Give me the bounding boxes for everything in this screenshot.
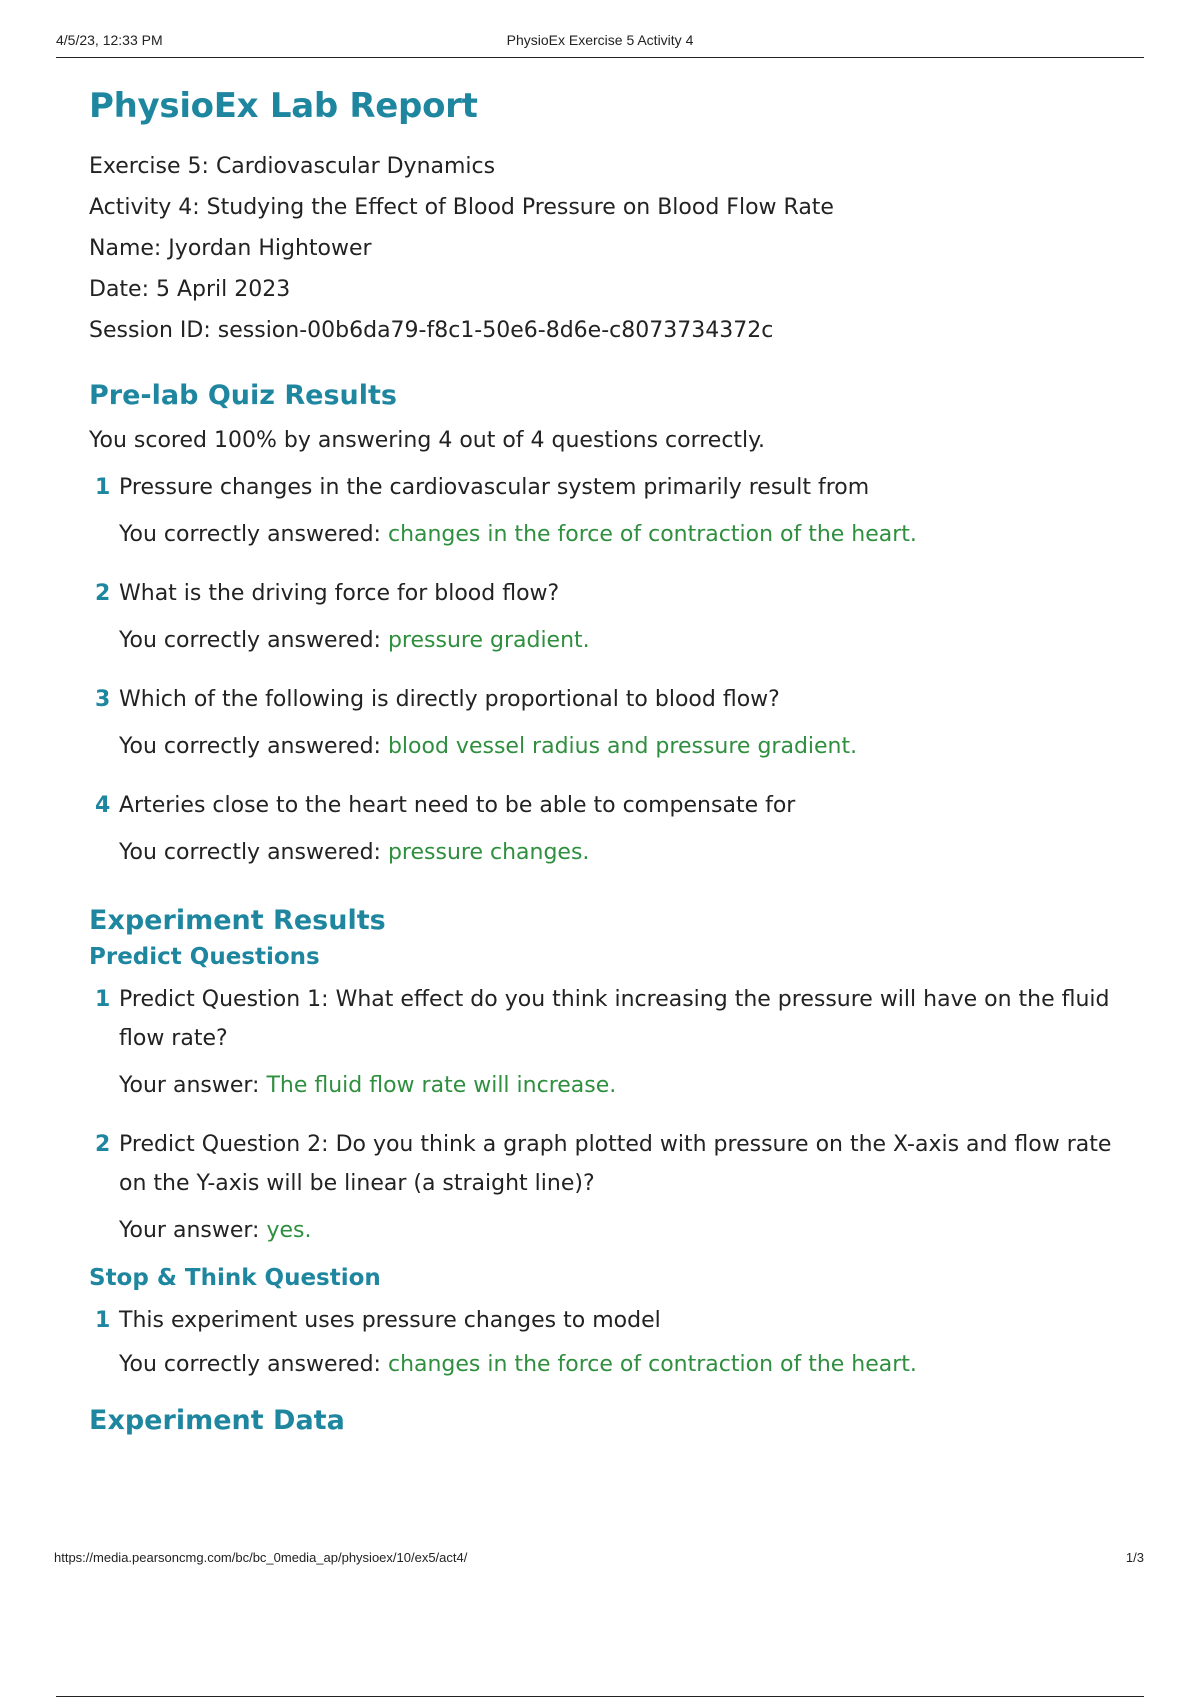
- prelab-heading: Pre-lab Quiz Results: [89, 380, 397, 411]
- question-text: Which of the following is directly proportional to blood flow?: [119, 687, 780, 712]
- print-header: [56, 28, 1144, 58]
- answer-value: changes in the force of contraction of the heart.: [387, 1352, 917, 1377]
- answer-prefix: Your answer:: [119, 1073, 260, 1098]
- question-number: 1: [95, 475, 111, 500]
- predict-question: [89, 980, 1139, 1098]
- answer-prefix: You correctly answered:: [119, 628, 381, 653]
- date-line: Date: 5 April 2023: [89, 277, 291, 302]
- predict-heading: Predict Questions: [89, 944, 320, 970]
- question-number: 2: [95, 1132, 111, 1157]
- predict-question: [89, 1125, 1139, 1243]
- report-title: PhysioEx Lab Report: [89, 86, 478, 126]
- question-number: 1: [95, 1308, 111, 1333]
- bottom-rule: [56, 1696, 1144, 1697]
- question-text: Arteries close to the heart need to be able to compensate for: [119, 793, 796, 818]
- answer-value: pressure gradient.: [387, 628, 590, 653]
- prelab-question: [89, 468, 1139, 547]
- report-content: [89, 86, 1139, 1436]
- session-line: Session ID: session-00b6da79-f8c1-50e6-8d6e-c8073734372c: [89, 318, 774, 343]
- stop-think-heading: Stop & Think Question: [89, 1265, 381, 1291]
- answer-value: The fluid flow rate will increase.: [266, 1073, 617, 1098]
- name-line: Name: Jyordan Hightower: [89, 236, 372, 261]
- answer-prefix: You correctly answered:: [119, 1352, 381, 1377]
- answer-value: changes in the force of contraction of the heart.: [387, 522, 917, 547]
- question-text: Predict Question 2: Do you think a graph plotted with pressure on the X-axis and flow rate on the Y-axis will be linear (a straight line)?: [119, 1132, 1112, 1196]
- answer-prefix: Your answer:: [119, 1218, 260, 1243]
- answer-prefix: You correctly answered:: [119, 522, 381, 547]
- prelab-question: [89, 574, 1139, 653]
- report-meta: [89, 146, 1139, 351]
- question-number: 4: [95, 793, 111, 818]
- exercise-line: Exercise 5: Cardiovascular Dynamics: [89, 154, 496, 179]
- experiment-heading: Experiment Results: [89, 905, 386, 936]
- stop-think-question: [89, 1301, 1139, 1377]
- question-text: What is the driving force for blood flow?: [119, 581, 560, 606]
- question-number: 3: [95, 687, 111, 712]
- answer-value: blood vessel radius and pressure gradient.: [387, 734, 858, 759]
- question-text: This experiment uses pressure changes to model: [119, 1308, 661, 1333]
- prelab-score: You scored 100% by answering 4 out of 4 questions correctly.: [89, 428, 766, 453]
- question-number: 2: [95, 581, 111, 606]
- answer-value: pressure changes.: [387, 840, 590, 865]
- activity-line: Activity 4: Studying the Effect of Blood Pressure on Blood Flow Rate: [89, 195, 834, 220]
- experiment-data-heading: Experiment Data: [89, 1405, 345, 1436]
- page-url: https://media.pearsoncmg.com/bc/bc_0media_ap/physioex/10/ex5/act4/: [54, 1550, 468, 1565]
- question-text: Predict Question 1: What effect do you think increasing the pressure will have on the fluid flow rate?: [119, 987, 1110, 1051]
- prelab-question: [89, 680, 1139, 759]
- question-number: 1: [95, 987, 111, 1012]
- question-text: Pressure changes in the cardiovascular system primarily result from: [119, 475, 870, 500]
- cut-off-heading: [89, 1403, 1139, 1436]
- page-number: 1/3: [1125, 1550, 1144, 1565]
- answer-prefix: You correctly answered:: [119, 840, 381, 865]
- answer-prefix: You correctly answered:: [119, 734, 381, 759]
- prelab-question: [89, 786, 1139, 865]
- answer-value: yes.: [266, 1218, 312, 1243]
- print-datetime: 4/5/23, 12:33 PM: [56, 32, 163, 48]
- print-title: PhysioEx Exercise 5 Activity 4: [506, 32, 694, 48]
